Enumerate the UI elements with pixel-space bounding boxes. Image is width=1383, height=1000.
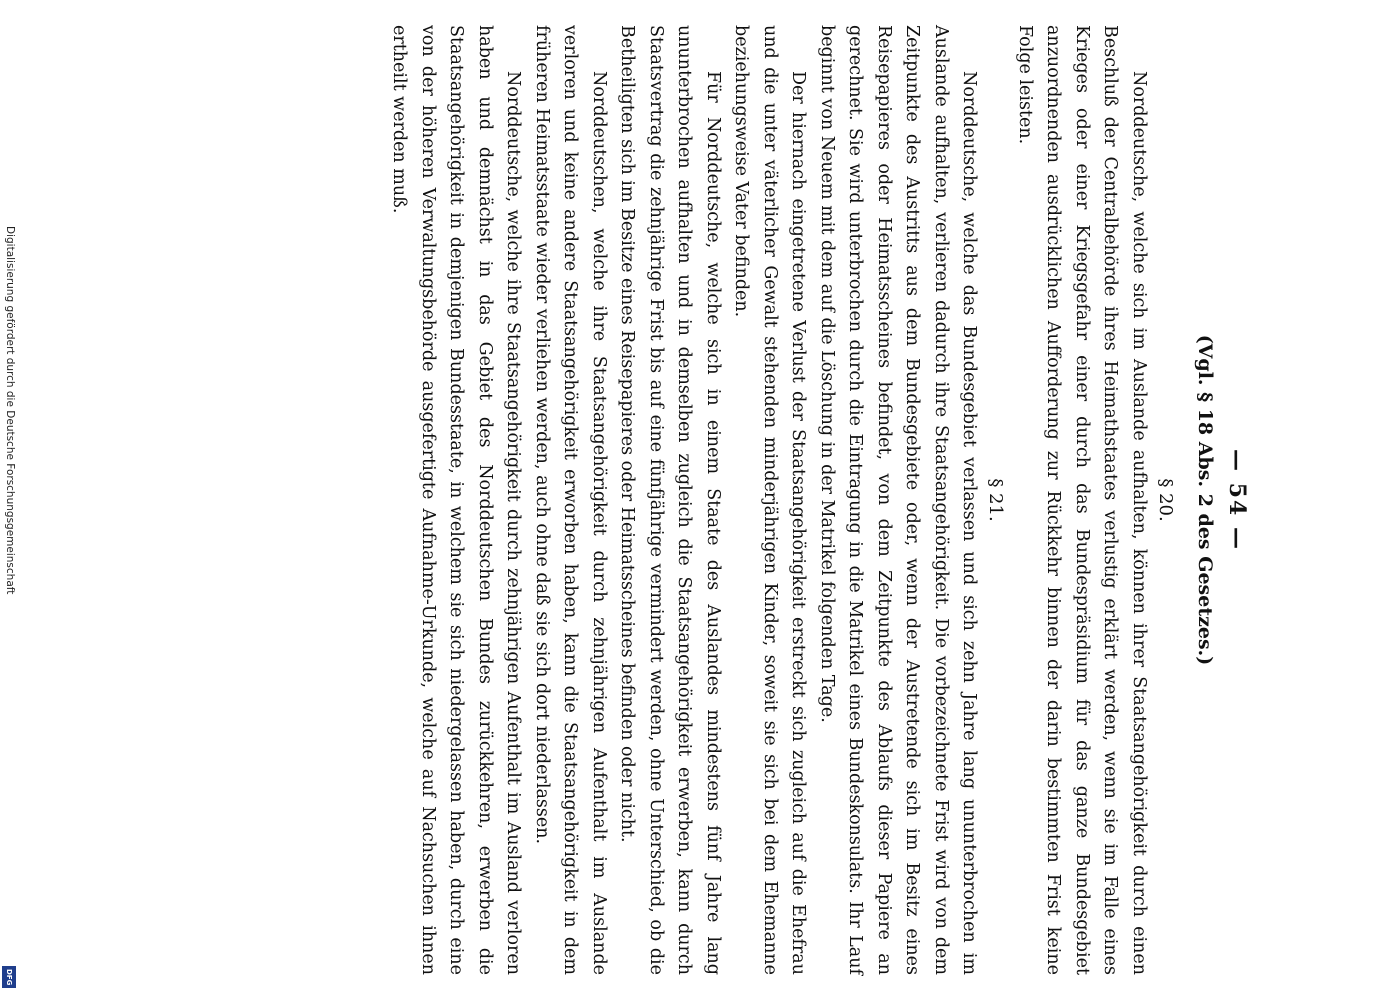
header-reference-row bbox=[1194, 25, 1216, 975]
header-reference: (Vgl. § 18 Abs. 2 des Gesetzes.) bbox=[1194, 334, 1216, 666]
digitization-note bbox=[4, 226, 16, 986]
page-number: — 54 — bbox=[1224, 449, 1250, 551]
paragraph-21-4: Norddeutschen, welche ihre Staatsangehörigkeit durch zehnjährigen Aufenthalt im Auslande verloren und keine andere Staatsangehörigkeit erworben haben, kann die Staatsangehörigkeit in dem früheren Heimatsstaate wieder verliehen werden, auch ohne daß sie sich dort niederlassen. bbox=[532, 25, 609, 975]
paragraph-21-3: Für Norddeutsche, welche sich in einem Staate des Auslandes mindestens fünf Jahre lang ununterbrochen aufhalten und in demselben zugleich die Staatsangehörigkeit erwerben, kann durch Staatsvertrag die zehnjährige Frist bis auf eine fünfjährige vermindert werden, ohne Unterschied, ob die Betheiligten sich im Besitze eines Reisepapieres oder Heimatsscheines befinden oder nicht. bbox=[617, 25, 723, 975]
paragraph-21-1: Norddeutsche, welche das Bundesgebiet verlassen und sich zehn Jahre lang ununterbrochen im Auslande aufhalten, verlieren dadurch ihre Staatsangehörigkeit. Die vorbezeichnete Frist wird von dem Zeitpunkte des Austritts aus dem Bundesgebiete oder, wenn der Austretende sich im Besitz eines Reisepapieres oder Heimatsscheines befindet, von dem Zeitpunkte des Ablaufs dieser Papiere an gerechnet. Sie wird unterbrochen durch die Eintragung in die Matrikel eines Bundeskonsulats. Ihr Lauf beginnt von Neuem mit dem auf die Löschung in der Matrikel folgenden Tage. bbox=[817, 25, 980, 975]
rotated-page bbox=[130, 25, 1250, 975]
section-heading-21: § 21. bbox=[985, 478, 1007, 522]
dfg-logo-text: DFG bbox=[5, 968, 13, 986]
section-heading-20: § 20. bbox=[1155, 478, 1176, 522]
page-header bbox=[1224, 25, 1250, 975]
dfg-logo bbox=[2, 966, 16, 988]
digitization-note-text: Digitalisierung gefördert durch die Deutsche Forschungsgemeinschaft bbox=[4, 226, 16, 595]
body-text bbox=[385, 25, 1176, 975]
paragraph-21-5: Norddeutsche, welche ihre Staatsangehörigkeit durch zehnjährigen Aufenthalt im Ausland verloren haben und demnächst in das Gebiet des Norddeutschen Bundes zurückkehren, erwerben die Staatsangehörigkeit in demjenigen Bundesstaate, in welchem sie sich niedergelassen haben, durch eine von der höheren Verwaltungsbehörde ausgefertigte Aufnahme-Urkunde, welche auf Nachsuchen ihnen ertheilt werden muß. bbox=[389, 25, 524, 975]
paragraph-20-1: Norddeutsche, welche sich im Auslande aufhalten, können ihrer Staatsangehörigkeit durch einen Beschluß der Centralbehörde ihres Heimathstaates verlustig erklärt werden, wenn sie im Falle eines Krieges oder einer Kriegsgefahr einer durch das Bundespräsidium für das ganze Bundesgebiet anzuordnenden ausdrücklichen Aufforderung zur Rückkehr binnen der darin bestimmten Frist keine Folge leisten. bbox=[1015, 25, 1149, 975]
paragraph-21-2: Der hiernach eingetretene Verlust der Staatsangehörigkeit erstreckt sich zugleich auf die Ehefrau und die unter väterlicher Gewalt stehenden minderjährigen Kinder, soweit sie sich bei dem Ehemanne beziehungsweise Vater befinden. bbox=[731, 25, 809, 975]
